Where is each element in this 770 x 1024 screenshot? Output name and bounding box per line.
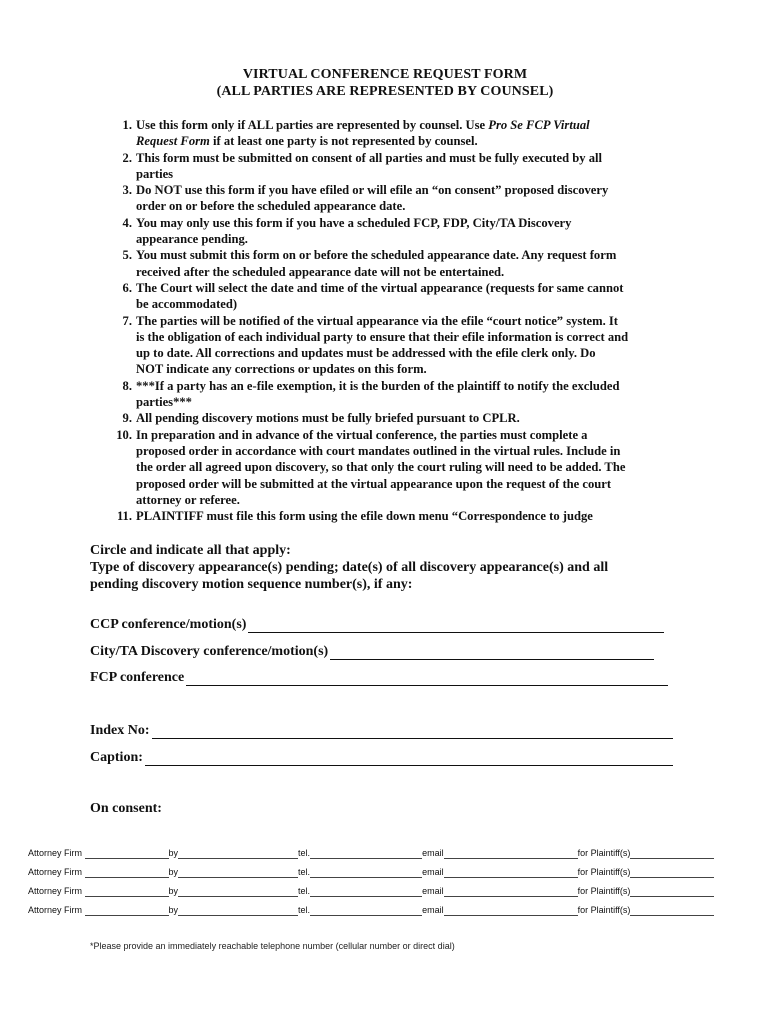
caption-field[interactable]: Caption:	[90, 748, 673, 766]
city-ta-conference-line[interactable]	[330, 645, 654, 660]
ccp-conference-field[interactable]: CCP conference/motion(s)	[90, 615, 664, 633]
instruction-item: 9. All pending discovery motions must be fully briefed pursuant to CPLR.	[122, 411, 520, 426]
attorney-signature-row[interactable]: Attorney Firm by tel. email for Plaintiff(s)	[28, 885, 738, 897]
form-title: VIRTUAL CONFERENCE REQUEST FORM	[242, 67, 528, 82]
instruction-item: 5. You must submit this form on or before the scheduled appearance date. Any request form received after the scheduled appearance date will not be entertained.	[122, 248, 617, 279]
instructions-list	[110, 117, 680, 524]
caption-line[interactable]	[145, 751, 673, 766]
fcp-conference-line[interactable]	[186, 671, 668, 686]
ccp-conference-line[interactable]	[248, 618, 664, 633]
instruction-item: 2. This form must be submitted on consent of all parties and must be fully executed by all parties	[122, 150, 602, 181]
phone-footnote: *Please provide an immediately reachable telephone number (cellular number or direct dial)	[90, 941, 455, 951]
attorney-signature-row[interactable]: Attorney Firm by tel. email for Plaintiff(s)	[28, 904, 738, 916]
instruction-item: 11. PLAINTIFF must file this form using the efile down menu “Correspondence to judge	[116, 509, 593, 524]
on-consent-label: On consent:	[90, 801, 162, 816]
city-ta-conference-field[interactable]: City/TA Discovery conference/motion(s)	[90, 642, 654, 660]
instruction-item: 1. Use this form only if ALL parties are represented by counsel. Use Pro Se FCP Virtual Request Form if at least one party is not represented by counsel.	[122, 118, 590, 149]
instruction-item: 3. Do NOT use this form if you have efiled or will efile an “on consent” proposed discovery order on or before the scheduled appearance date.	[122, 183, 609, 214]
instruction-item: 7. The parties will be notified of the virtual appearance via the efile “court notice” system. It is the obligation of each individual party to ensure that their efile information is correct and up to date. All corrections and updates must be addressed with the efile clerk only. Do NOT indicate any corrections or updates on this form.	[122, 313, 629, 377]
attorney-signature-row[interactable]: Attorney Firm by tel. email for Plaintiff(s)	[28, 866, 738, 878]
instruction-item: 8. ***If a party has an e-file exemption, it is the burden of the plaintiff to notify the excluded parties***	[122, 378, 620, 410]
instruction-item: 10. In preparation and in advance of the virtual conference, the parties must complete a proposed order in accordance with court mandates outlined in the virtual rules. Include in the order all agreed upon discovery, so that only the court ruling will need to be added. The proposed order will be submitted at the virtual appearance upon the request of the court attorney or referee.	[116, 427, 626, 507]
fcp-conference-field[interactable]: FCP conference	[90, 668, 668, 686]
form-title-block	[0, 66, 770, 100]
appearance-instructions: Circle and indicate all that apply: Type of discovery appearance(s) pending; date(s) of all discovery appearance(s) and all pending discovery motion sequence number(s), if any:	[90, 543, 609, 592]
instruction-item: 6. The Court will select the date and time of the virtual appearance (requests for same cannot be accommodated)	[122, 280, 624, 312]
index-number-line[interactable]	[152, 724, 673, 739]
form-subtitle: (ALL PARTIES ARE REPRESENTED BY COUNSEL)	[216, 84, 554, 99]
instruction-item: 4. You may only use this form if you have a scheduled FCP, FDP, City/TA Discovery appearance pending.	[122, 215, 572, 247]
index-number-field[interactable]: Index No:	[90, 721, 673, 739]
attorney-signature-row[interactable]: Attorney Firm by tel. email for Plaintiff(s)	[28, 847, 738, 859]
